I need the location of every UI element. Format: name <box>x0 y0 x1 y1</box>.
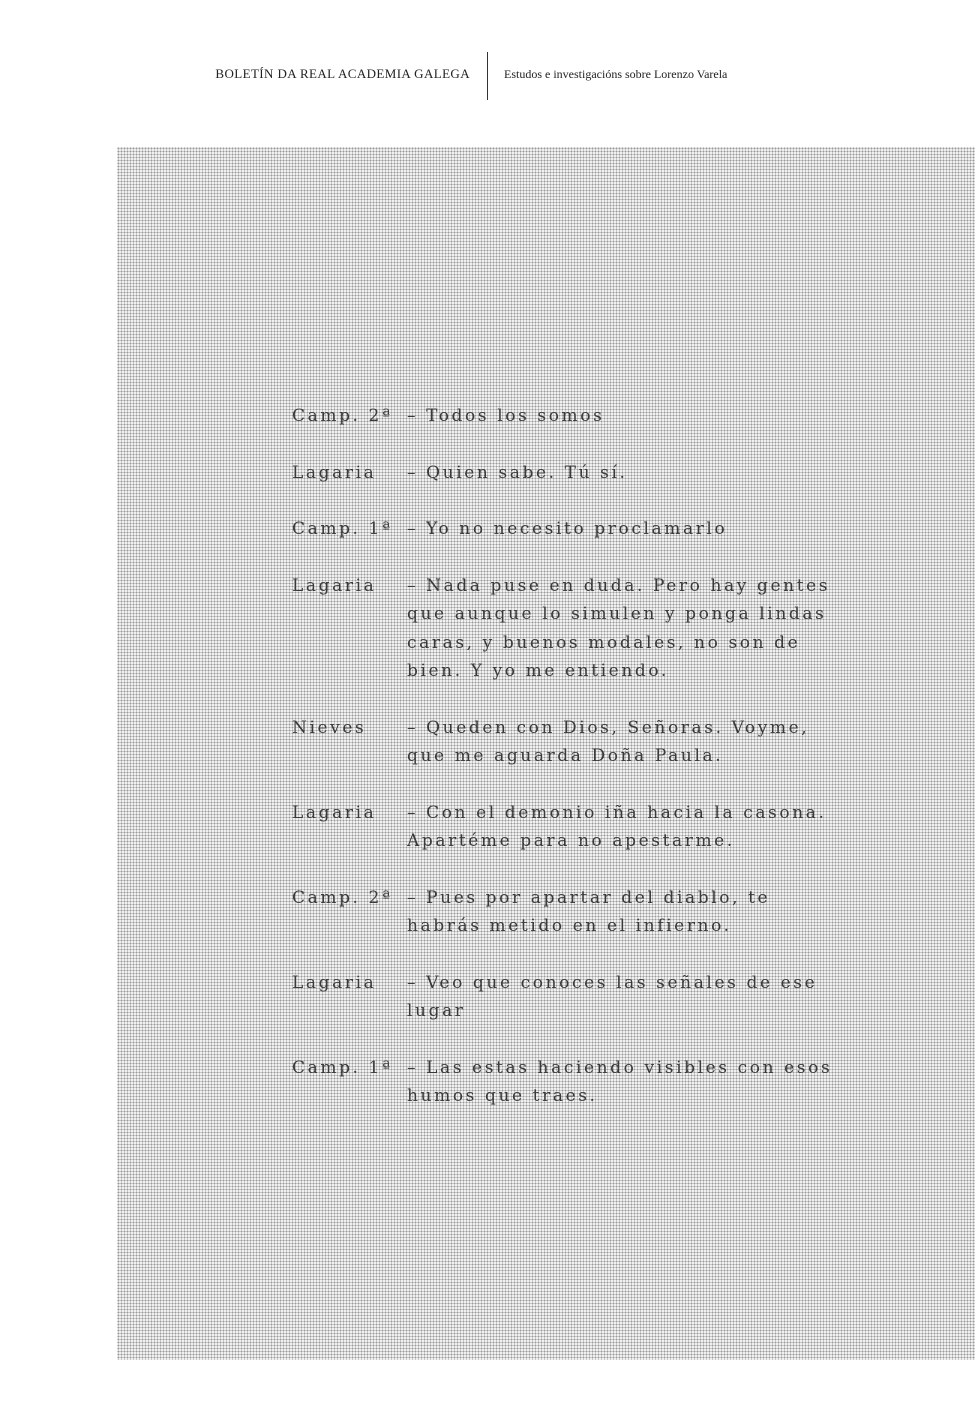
dialogue-line <box>292 714 852 771</box>
speaker-name: Nieves <box>292 717 367 738</box>
dialogue-line <box>292 884 852 941</box>
speaker-name: Camp. 1ª <box>292 519 393 539</box>
speech-text: – Yo no necesito proclamarlo <box>407 519 728 539</box>
dialogue-line <box>292 572 852 686</box>
journal-title: BOLETÍN DA REAL ACADEMIA GALEGA <box>215 66 470 81</box>
speech-text: – Con el demonio iña hacia la casona. Apartéme para no apestarme. <box>407 802 827 851</box>
speaker-name: Camp. 2ª <box>292 887 393 908</box>
speaker-name: Lagaria <box>292 802 377 823</box>
speaker-name: Lagaria <box>292 972 377 993</box>
page-header <box>0 52 975 100</box>
dialogue-line <box>292 402 852 431</box>
section-title: Estudos e investigacións sobre Lorenzo Varela <box>504 67 728 81</box>
speaker-name: Camp. 2ª <box>292 406 393 426</box>
speaker-name: Lagaria <box>292 575 377 596</box>
dialogue-line <box>292 969 852 1026</box>
dialogue-block <box>292 402 852 1139</box>
speech-text: – Pues por apartar del diablo, te habrás metido en el infierno. <box>407 887 771 936</box>
dialogue-line <box>292 515 852 544</box>
speaker-name: Camp. 1ª <box>292 1057 393 1078</box>
speaker-name: Lagaria <box>292 462 377 483</box>
speech-text: – Veo que conoces las señales de ese lugar <box>407 972 818 1021</box>
dialogue-line <box>292 1054 852 1111</box>
speech-text: – Las estas haciendo visibles con esos humos que traes. <box>407 1057 833 1106</box>
dialogue-line <box>292 459 852 488</box>
speech-text: – Queden con Dios, Señoras. Voyme, que me aguarda Doña Paula. <box>407 717 810 766</box>
speech-text: – Quien sabe. Tú sí. <box>407 462 628 483</box>
speech-text: – Todos los somos <box>407 406 605 426</box>
speech-text: – Nada puse en duda. Pero hay gentes que aunque lo simulen y ponga lindas caras, y buenos modales, no son de bien. Y yo me entiendo. <box>407 575 831 681</box>
dialogue-line <box>292 799 852 856</box>
header-divider <box>487 52 488 100</box>
